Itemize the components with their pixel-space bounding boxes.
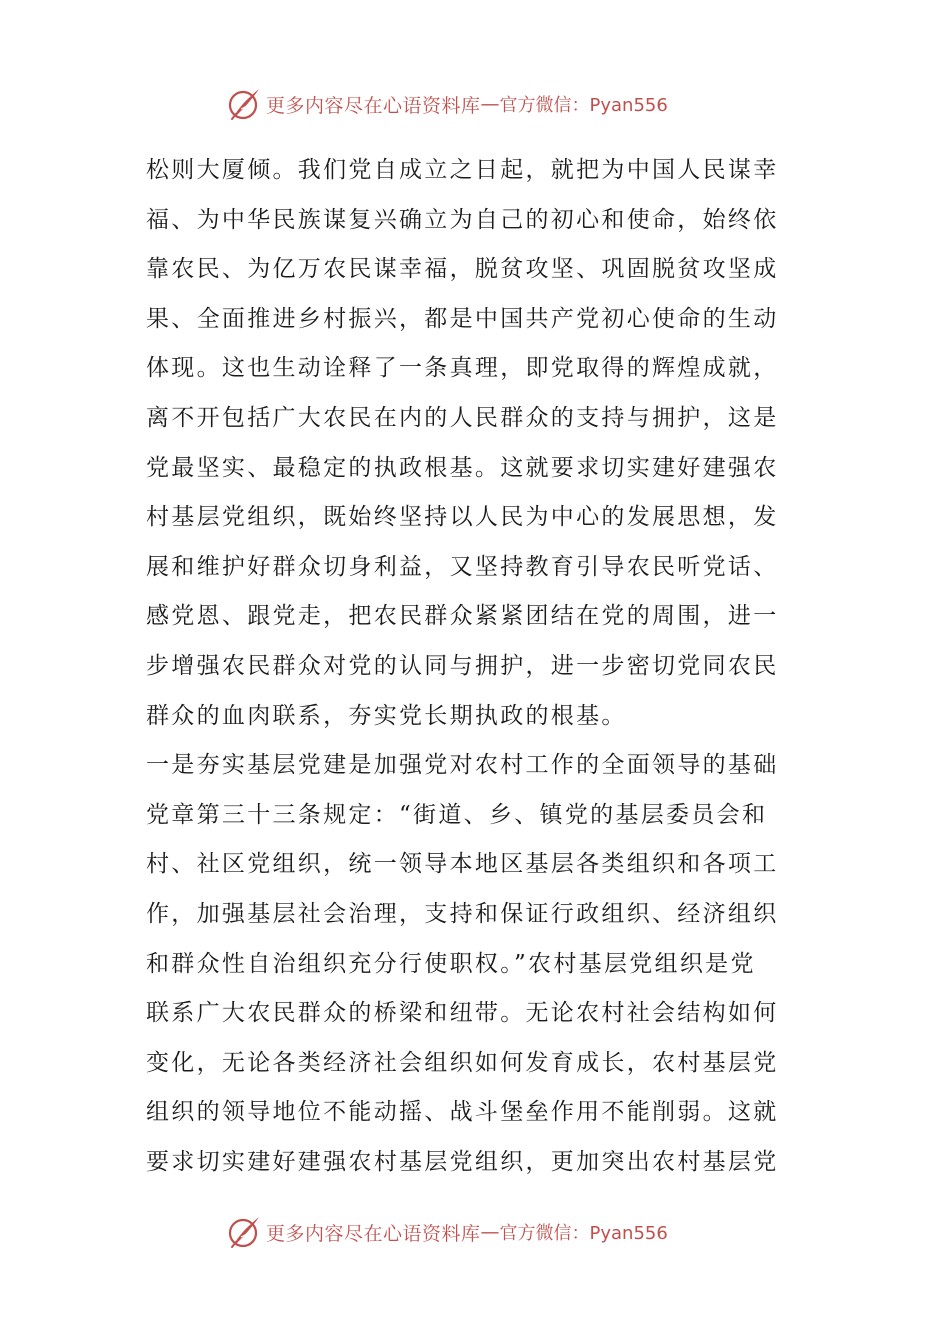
body-line: 群众的血肉联系，夯实党长期执政的根基。 xyxy=(146,702,627,729)
body-line: 联系广大农民群众的桥梁和纽带。无论农村社会结构如何 xyxy=(146,1000,779,1027)
body-line: 变化，无论各类经济社会组织如何发育成长，农村基层党 xyxy=(146,1049,779,1076)
header-separator: — xyxy=(480,93,500,115)
body-line: 党最坚实、最稳定的执政根基。这就要求切实建好建强农 xyxy=(146,454,779,481)
body-line: 党章第三十三条规定：“街道、乡、镇党的基层委员会和 xyxy=(146,801,768,828)
body-line: 体现。这也生动诠释了一条真理，即党取得的辉煌成就， xyxy=(146,355,779,382)
document-body xyxy=(146,146,810,1187)
body-line: 和群众性自治组织充分行使职权。”农村基层党组织是党 xyxy=(146,950,756,977)
section-heading-line: 一是夯实基层党建是加强党对农村工作的全面领导的基础 xyxy=(146,752,779,779)
footer-banner xyxy=(226,1212,668,1252)
body-line: 福、为中华民族谋复兴确立为自己的初心和使命，始终依 xyxy=(146,206,779,233)
body-line: 村基层党组织，既始终坚持以人民为中心的发展思想，发 xyxy=(146,504,779,531)
body-line: 靠农民、为亿万农民谋幸福，脱贫攻坚、巩固脱贫攻坚成 xyxy=(146,256,779,283)
body-line: 作，加强基层社会治理，支持和保证行政组织、经济组织 xyxy=(146,900,779,927)
body-line: 感党恩、跟党走，把农民群众紧紧团结在党的周围，进一 xyxy=(146,603,779,630)
header-brand-text: 更多内容尽在心语资料库 xyxy=(266,94,481,117)
body-line: 村、社区党组织，统一领导本地区基层各类组织和各项工 xyxy=(146,851,779,878)
body-line: 组织的领导地位不能动摇、战斗堡垒作用不能削弱。这就 xyxy=(146,1099,779,1126)
body-line: 展和维护好群众切身利益，又坚持教育引导农民听党话、 xyxy=(146,553,779,580)
quill-pen-icon xyxy=(226,1214,262,1250)
body-line: 步增强农民群众对党的认同与拥护，进一步密切党同农民 xyxy=(146,652,779,679)
footer-wechat-text: 官方微信：Pyan556 xyxy=(499,1223,668,1244)
body-line: 果、全面推进乡村振兴，都是中国共产党初心使命的生动 xyxy=(146,305,779,332)
header-wechat-text: 官方微信：Pyan556 xyxy=(499,95,668,116)
header-banner xyxy=(226,84,668,124)
body-line: 离不开包括广大农民在内的人民群众的支持与拥护，这是 xyxy=(146,404,779,431)
quill-pen-icon xyxy=(226,86,262,122)
body-line: 松则大厦倾。我们党自成立之日起，就把为中国人民谋幸 xyxy=(146,157,779,183)
footer-brand-text: 更多内容尽在心语资料库 xyxy=(266,1222,481,1245)
footer-separator: — xyxy=(480,1221,500,1243)
body-line: 要求切实建好建强农村基层党组织，更加突出农村基层党 xyxy=(146,1148,779,1175)
